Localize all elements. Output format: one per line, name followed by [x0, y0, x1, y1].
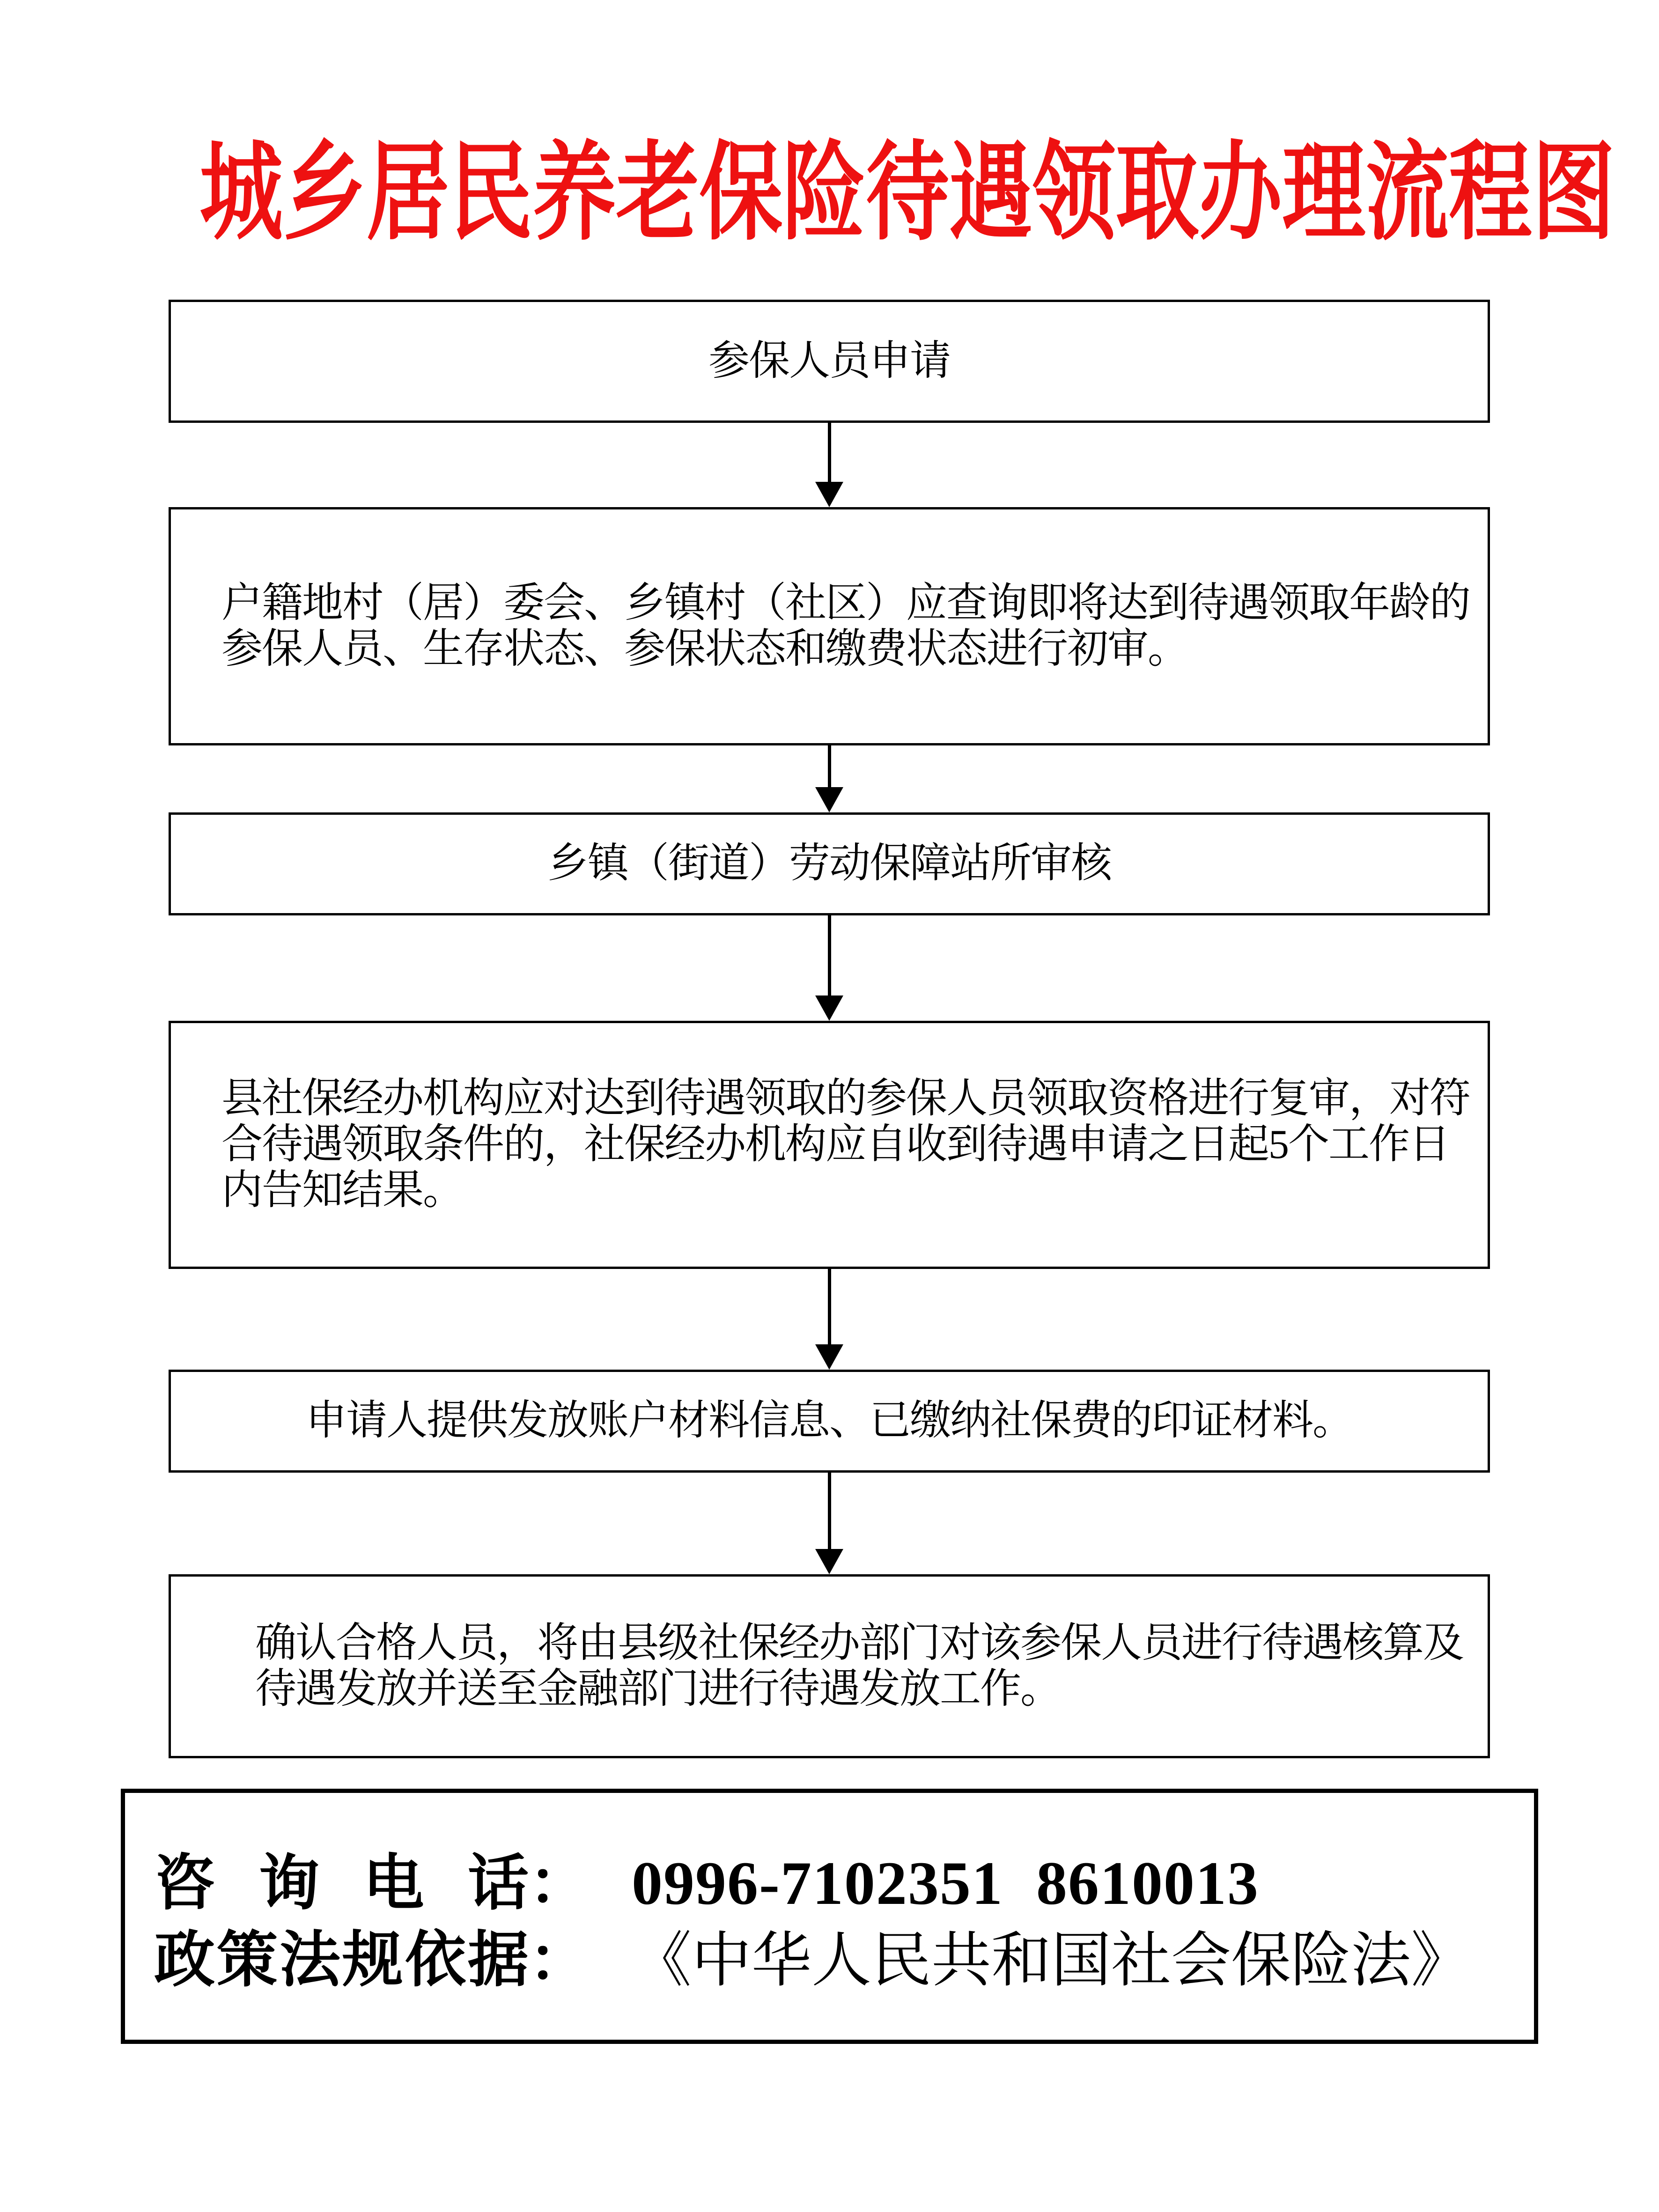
footer-phone-row: [154, 1834, 1534, 1917]
flow-step-final-confirm-line2: 待遇发放并送至金融部门进行待遇发放工作。: [255, 1666, 1061, 1712]
flow-step-township-audit: [169, 812, 1490, 915]
footer-policy-label: 政策法规依据: [154, 1925, 529, 1994]
page-title: [0, 135, 1659, 253]
flow-step-township-audit-text: 乡镇（街道）劳动保障站所审核: [547, 841, 1111, 886]
arrow-shaft: [828, 1473, 831, 1549]
footer-phone-label: 咨 询 电 话: [154, 1849, 529, 1917]
arrow-shaft: [828, 423, 831, 482]
arrow-head: [815, 787, 843, 812]
footer-phone-colon: ：: [529, 1849, 590, 1917]
flow-step-initial-review-line2: 参保人员、生存状态、参保状态和缴费状态进行初审。: [221, 626, 1188, 672]
arrow-down-icon: [815, 1473, 843, 1574]
flow-step-materials-text: 申请人提供发放账户材料信息、已缴纳社保费的印证材料。: [305, 1398, 1353, 1444]
flow-step-apply-text: 参保人员申请: [708, 338, 950, 384]
arrow-shaft: [828, 745, 831, 787]
arrow-down-icon: [815, 745, 843, 812]
arrow-head: [815, 995, 843, 1021]
flow-step-final-confirm-line1: 确认合格人员，将由县级社保经办部门对该参保人员进行待遇核算及: [255, 1620, 1464, 1666]
arrow-shaft: [828, 1269, 831, 1344]
flow-step-county-recheck: [169, 1021, 1490, 1269]
arrow-shaft: [828, 915, 831, 995]
flow-step-county-recheck-line3: 内告知结果。: [221, 1168, 464, 1213]
flow-step-county-recheck-line1: 县社保经办机构应对达到待遇领取的参保人员领取资格进行复审，对符: [221, 1076, 1470, 1121]
flow-step-final-confirm: [169, 1574, 1490, 1758]
footer-policy-law-title: 《中华人民共和国社会保险法》: [632, 1927, 1471, 1994]
flow-step-initial-review-line1: 户籍地村（居）委会、乡镇村（社区）应查询即将达到待遇领取年龄的: [221, 580, 1470, 626]
arrow-down-icon: [815, 1269, 843, 1370]
flow-step-initial-review: [169, 507, 1490, 745]
footer-phone-numbers: 0996-7102351 8610013: [632, 1849, 1259, 1917]
footer-policy-row: [154, 1911, 1534, 1994]
arrow-down-icon: [815, 915, 843, 1021]
flow-step-materials: [169, 1370, 1490, 1473]
flow-step-county-recheck-line2: 合待遇领取条件的，社保经办机构应自收到待遇申请之日起5个工作日: [221, 1122, 1450, 1167]
footer-policy-colon: ：: [529, 1925, 590, 1994]
arrow-down-icon: [815, 423, 843, 507]
arrow-head: [815, 482, 843, 507]
flow-step-apply: [169, 300, 1490, 423]
page-title-text: 城乡居民养老保险待遇领取办理流程图: [199, 135, 1615, 253]
footer-info-box: [121, 1789, 1538, 2044]
arrow-head: [815, 1549, 843, 1574]
arrow-head: [815, 1344, 843, 1370]
